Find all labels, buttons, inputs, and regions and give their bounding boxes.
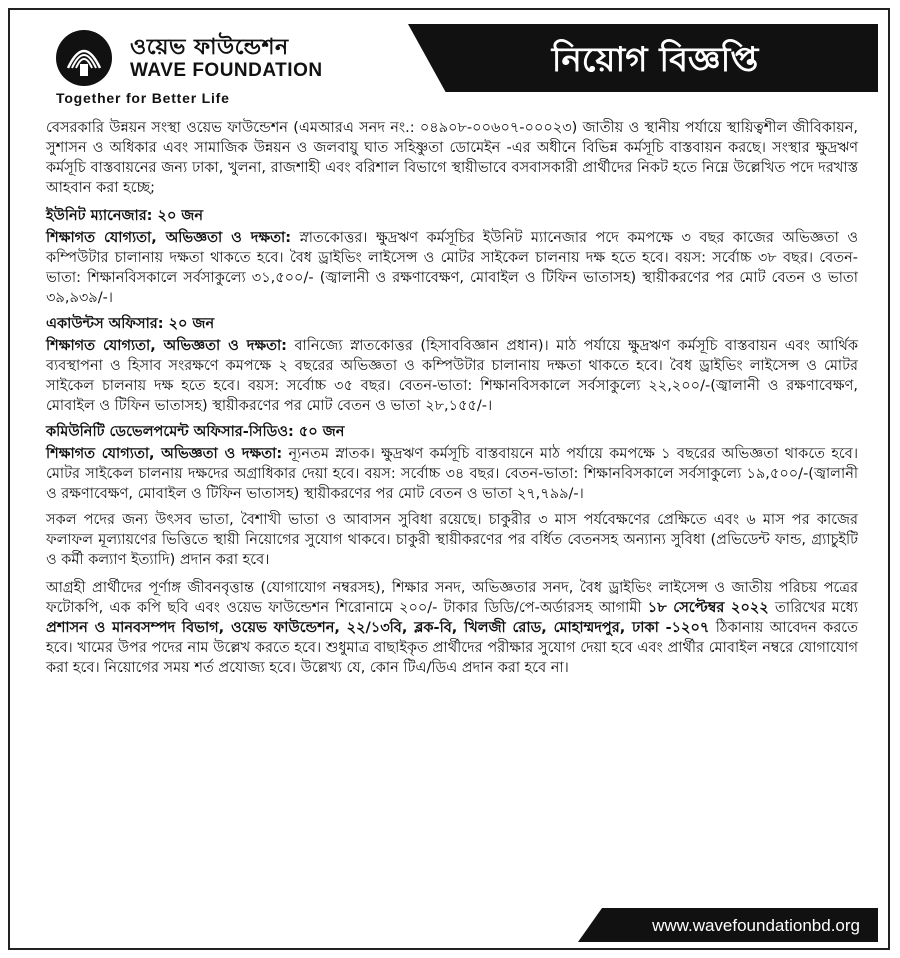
benefits-paragraph: সকল পদের জন্য উৎসব ভাতা, বৈশাখী ভাতা ও আবাসন সুবিধা রয়েছে। চাকুরীর ৩ মাস পর্যবেক্ষণের প্রেক্ষিতে এবং ৬ মাস পর কাজের ফলাফল মূল্যায়ণের ভিত্তিতে স্থায়ী নিয়োগের সুযোগ থাকবে। চাকুরী স্থায়ীকরণের পর বর্ধিত বেতনসহ অন্যান্য সুবিধা (প্রভিডেন্ট ফান্ড, গ্র্যাচুইটি ও কর্মী কল্যাণ ইত্যাদি) প্রদান করা হবে। [46,512,858,568]
post-details: ন্যূনতম স্নাতক। ক্ষুদ্রঋণ কর্মসূচি বাস্তবায়নে মাঠ পর্যায়ে কমপক্ষে ১ বছরের অভিজ্ঞতা থাকতে হবে। মোটর সাইকেল চালনায় দক্ষদের অগ্রাধিকার দেয়া হবে। বয়স: সর্বোচ্চ ৩৪ বছর। বেতন-ভাতা: শিক্ষানবিসকালে সর্বসাকুল্যে ১৯,৫০০/-(জ্বালানী ও রক্ষণাবেক্ষণ, মোবাইল ও টিফিন ভাতাসহ) স্থায়ীকরণের পর মোট বেতন ও ভাতা ২৭,৭৯৯/-। [46,446,859,502]
post-details: স্নাতকোত্তর। ক্ষুদ্রঋণ কর্মসূচির ইউনিট ম্যানেজার পদে কমপক্ষে ৩ বছর কাজের অভিজ্ঞতা ও কম্পিউটার চালানায় দক্ষতা থাকতে হবে। বৈধ ড্রাইভিং লাইসেন্স ও মোটর সাইকেল চালনায় দক্ষ হতে হবে। বয়স: সর্বোচ্চ ৩৮ বছর। বেতন-ভাতা: শিক্ষানবিসকালে সর্বসাকুল্যে ৩১,৫০০/- (জ্বালানী ও রক্ষণাবেক্ষণ, মোবাইল ও টিফিন ভাতাসহ) স্থায়ীকরণের পর মোট বেতন ও ভাতা ৩৯,৯৩৯/-। [46,230,859,306]
post-details: বানিজ্যে স্নাতকোত্তর (হিসাববিজ্ঞান প্রধান)। মাঠ পর্যায়ে ক্ষুদ্রঋণ কর্মসূচি বাস্তবায়ন এবং আর্থিক ব্যবস্থাপনা ও হিসাব সংরক্ষণে কমপক্ষে ২ বছরের অভিজ্ঞতা ও কম্পিউটার চালানায় দক্ষতা থাকতে হবে। বৈধ ড্রাইভিং লাইসেন্স ও মোটর সাইকেল চালনায় দক্ষ হতে হবে। বয়স: সর্বোচ্চ ৩৫ বছর। বেতন-ভাতা: শিক্ষানবিসকালে সর্বসাকুল্যে ২২,২০০/-(জ্বালানী ও রক্ষণাবেক্ষণ, মোবাইল ও টিফিন ভাতাসহ) স্থায়ীকরণের পর মোট বেতন ও ভাতা ২৮,১৫৫/-। [46,338,859,414]
org-name-english: WAVE FOUNDATION [130,60,323,81]
application-deadline: ১৮ সেপ্টেম্বর ২০২২ [647,600,769,616]
application-text: আগ্রহী প্রার্থীদের পূর্ণাঙ্গ জীবনবৃত্তান্ত (যোগাযোগ নম্বরসহ), শিক্ষার সনদ, অভিজ্ঞতার সনদ, বৈধ ড্রাইভিং লাইসেন্স ও জাতীয় পরিচয় পত্রের ফটোকপি, এক কপি ছবি এবং ওয়েভ ফাউন্ডেশন শিরোনামে ২০০/- টাকার ডিডি/পে-অর্ডারসহ আগামী [46,580,858,616]
org-name-bengali: ওয়েভ ফাউন্ডেশন [130,35,289,60]
notice-title: নিয়োগ বিজ্ঞপ্তি [551,40,759,80]
application-text: ঠিকানায় আবেদন করতে হবে। খামের উপর পদের নাম উল্লেখ করতে হবে। শুধুমাত্র বাছাইকৃত প্রার্থীদের পরীক্ষার সুযোগ দেয়া হবে এবং প্রার্থীর মোবাইল নম্বরে যোগাযোগ করা হবে। নিয়োগের সময় শর্ত প্রযোজ্য হবে। উল্লেখ্য যে, কোন টিএ/ডিএ প্রদান করা হবে না। [46,620,858,676]
post-accounts-officer [46,314,858,416]
post-description [46,228,858,308]
notice-header [10,10,890,106]
wave-foundation-logo-icon [54,28,114,88]
qualification-label: শিক্ষাগত যোগ্যতা, অভিজ্ঞতা ও দক্ষতা: [46,446,283,462]
post-title: একাউন্টস অফিসার: ২০ জন [46,316,215,332]
intro-paragraph: বেসরকারি উন্নয়ন সংস্থা ওয়েভ ফাউন্ডেশন (এমআরএ সনদ নং.: ০৪৯০৮-০০৬০৭-০০০২৩) জাতীয় ও স্থানীয় পর্যায়ে স্থায়িত্বশীল জীবিকায়ন, সুশাসন ও অধিকার এবং সামাজিক উন্নয়ন ও জলবায়ু ঘাত সহিষ্ণুতা ডোমেইন -এর অধীনে বিভিন্ন কর্মসূচি বাস্তবায়ন করছে। সংস্থার ক্ষুদ্রঋণ কর্মসূচি বাস্তবায়নের জন্য ঢাকা, খুলনা, রাজশাহী এবং বরিশাল বিভাগে স্থায়ীভাবে বসবাসকারী প্রার্থীদের নিকট হতে নিম্নে উল্লেখিত পদে দরখাস্ত আহবান করা হচ্ছে; [46,120,858,196]
post-unit-manager [46,206,858,308]
notice-content [46,118,858,686]
post-description [46,336,858,416]
post-title: ইউনিট ম্যানেজার: ২০ জন [46,208,204,224]
application-paragraph [46,578,858,678]
application-address: প্রশাসন ও মানবসম্পদ বিভাগ, ওয়েভ ফাউন্ডেশন, ২২/১৩বি, ব্লক-বি, খিলজী রোড, মোহাম্মদপুর, ঢাকা -১২০৭ [46,620,710,636]
website-link[interactable]: www.wavefoundationbd.org [652,916,860,935]
org-tagline: Together for Better Life [56,90,230,106]
post-description [46,444,858,504]
qualification-label: শিক্ষাগত যোগ্যতা, অভিজ্ঞতা ও দক্ষতা: [46,338,287,354]
qualification-label: শিক্ষাগত যোগ্যতা, অভিজ্ঞতা ও দক্ষতা: [46,230,291,246]
post-community-development-officer [46,422,858,504]
post-title: কমিউনিটি ডেভেলপমেন্ট অফিসার-সিডিও: ৫০ জন [46,424,345,440]
application-text: তারিখের মধ্যে [775,600,859,616]
